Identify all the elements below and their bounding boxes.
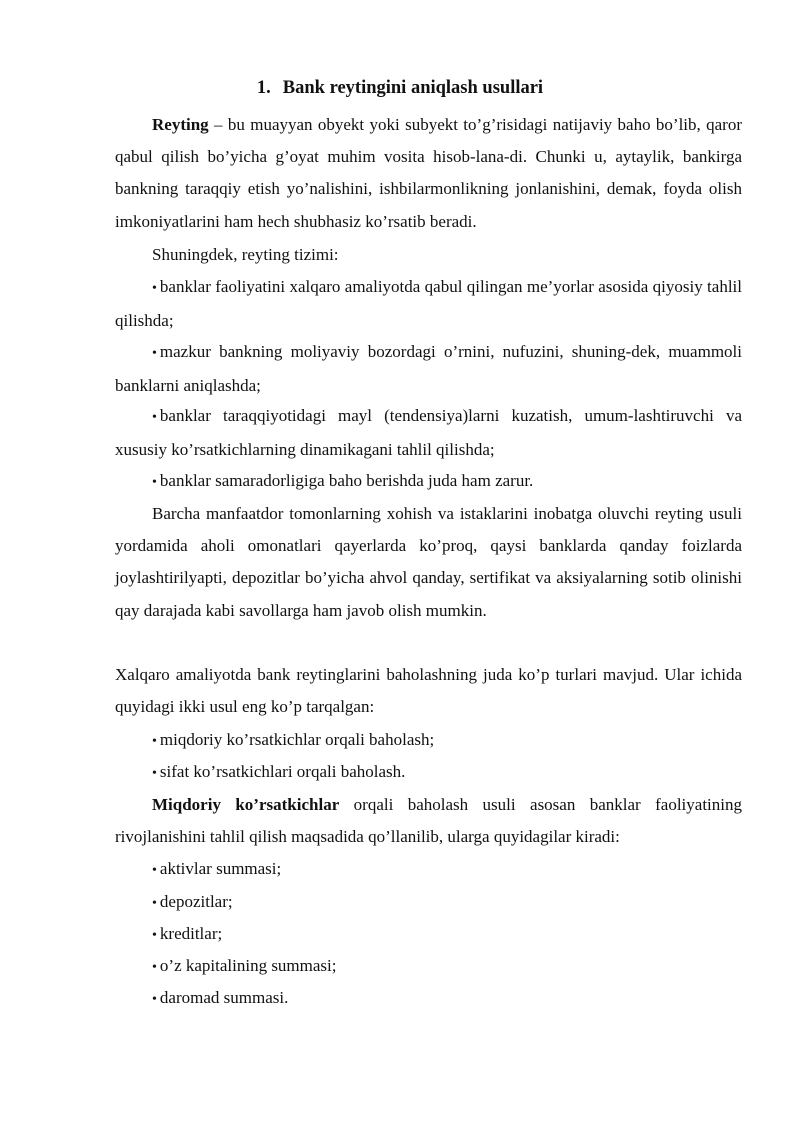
list-item-text: mazkur bankning moliyaviy bozordagi o’rnini, nufuzini, shuning-dek, muammoli banklarni aniqlashda; [115,342,742,396]
list-item [115,465,742,499]
list-item [115,336,742,402]
section-heading [0,74,800,102]
bullet-icon: • [152,281,157,296]
list-item [115,271,742,337]
paragraph-text: – bu muayyan obyekt yoki subyekt to’g’risidagi natijaviy baho bo’lib, qaror qabul qilish bo’yicha g’oyat muhim vosita hisob-lana-di. Chunki u, aytaylik, bankirga bankning taraqqiy etish yo’nalishini, ishbilarmonlikning jonlanishini, demak, foyda olish imkoniyatlarini ham hech shubhasiz ko’rsatib beradi. [115,115,742,231]
bullet-icon: • [152,766,157,781]
list-item-text: depozitlar; [159,892,233,911]
bullet-icon: • [152,734,157,749]
list-item [115,756,742,790]
bullet-icon: • [152,863,157,878]
list-item-text: aktivlar summasi; [159,859,282,878]
paragraph-xalqaro: Xalqaro amaliyotda bank reytinglarini baholashning juda ko’p turlari mavjud. Ular ichida quyidagi ikki usul eng ko’p tarqalgan: [115,665,742,717]
paragraph-reyting-definition [115,109,742,238]
list-item [115,724,742,758]
list-item [115,400,742,466]
list-item [115,886,742,920]
list-item-text: banklar samaradorligiga baho berishda juda ham zarur. [159,471,534,490]
paragraph-text: orqali baholash usuli asosan banklar faoliyatining rivojlanishini tahlil qilish maqsadida qo’llanilib, ularga quyidagilar kiradi: [115,795,742,847]
term-reyting: Reyting [152,115,209,134]
list-item [115,918,742,952]
list-item [115,950,742,984]
list-item-text: miqdoriy ko’rsatkichlar orqali baholash; [159,730,435,749]
bullet-icon: • [152,960,157,975]
paragraph-reyting-tizimi: Shuningdek, reyting tizimi: [152,245,339,264]
list-item-text: sifat ko’rsatkichlari orqali baholash. [159,762,406,781]
list-item [115,982,742,1016]
bullet-icon: • [152,346,157,361]
bullet-icon: • [152,475,157,490]
bullet-icon: • [152,928,157,943]
list-item-text: banklar faoliyatini xalqaro amaliyotda qabul qilingan me’yorlar asosida qiyosiy tahlil qilishda; [115,277,742,331]
heading-number: 1. [256,78,271,98]
paragraph-miqdoriy [115,789,742,853]
list-item [115,853,742,887]
paragraph-barcha: Barcha manfaatdor tomonlarning xohish va istaklarini inobatga oluvchi reyting usuli yordamida aholi omonatlari qayerlarda ko’proq, qaysi banklarda qanday foizlarda joylashtirilyapti, depozitlar bo’yicha ahvol qanday, sertifikat va aksiyalarning sotib olinishi qay darajada kabi savollarga ham javob olish mumkin. [115,504,742,620]
list-item-text: o’z kapitalining summasi; [159,956,337,975]
list-item-text: kreditlar; [159,924,223,943]
bullet-icon: • [152,992,157,1007]
list-item-text: daromad summasi. [159,988,289,1007]
term-miqdoriy: Miqdoriy ko’rsatkichlar [152,795,340,814]
list-item-text: banklar taraqqiyotidagi mayl (tendensiya)larni kuzatish, umum-lashtiruvchi va xususiy ko’rsatkichlarning dinamikagani tahlil qilishda; [115,406,742,460]
heading-title: Bank reytingini aniqlash usullari [282,78,544,98]
bullet-icon: • [152,896,157,911]
bullet-icon: • [152,410,157,425]
